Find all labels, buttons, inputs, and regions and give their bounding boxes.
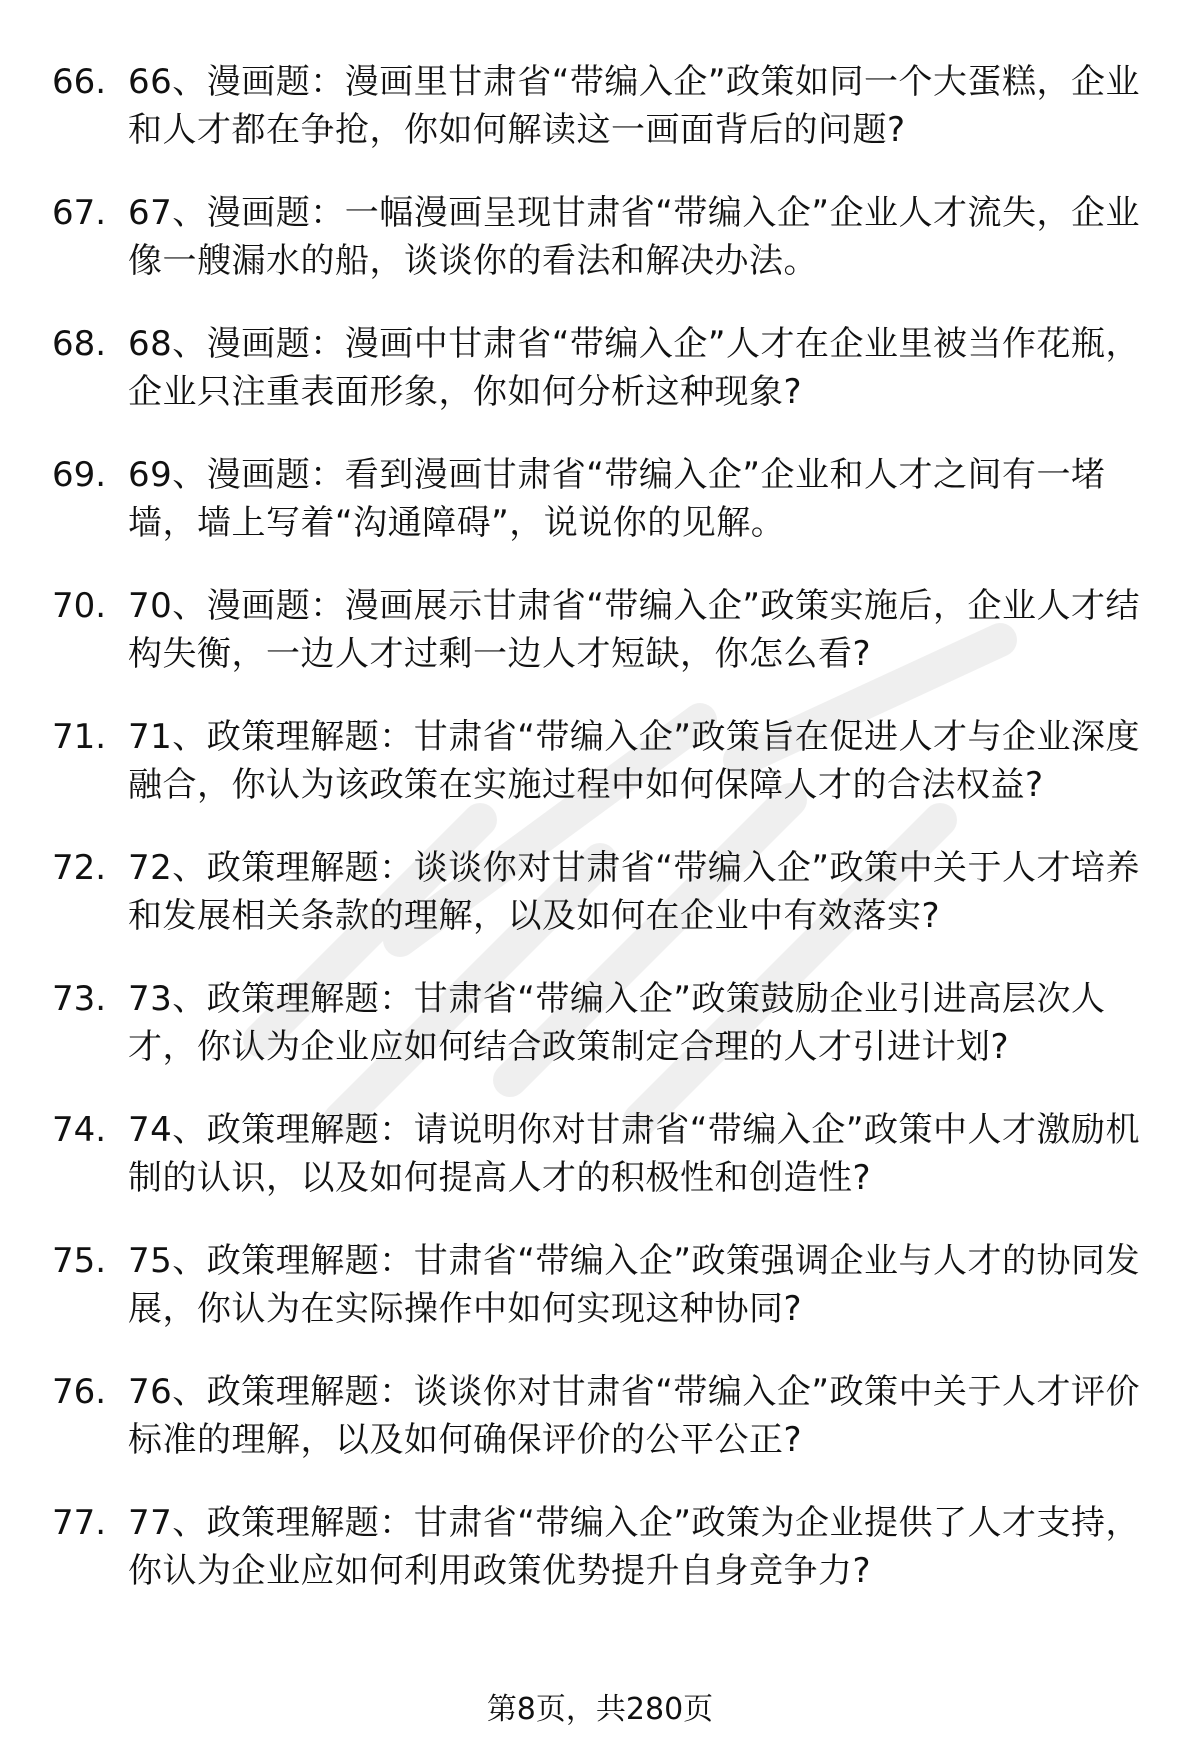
- question-text: 76、政策理解题：谈谈你对甘肃省“带编入企”政策中关于人才评价标准的理解，以及如何确保评价的公平公正?: [128, 1372, 1140, 1460]
- question-number: 68.: [52, 324, 107, 364]
- list-item: [52, 975, 1142, 1071]
- question-text: 77、政策理解题：甘肃省“带编入企”政策为企业提供了人才支持，你认为企业应如何利用政策优势提升自身竞争力?: [128, 1503, 1140, 1591]
- page-counter: 第8页，共280页: [486, 1692, 714, 1727]
- question-text: 74、政策理解题：请说明你对甘肃省“带编入企”政策中人才激励机制的认识，以及如何提高人才的积极性和创造性?: [128, 1110, 1140, 1198]
- list-item: [52, 451, 1142, 547]
- question-text: 70、漫画题：漫画展示甘肃省“带编入企”政策实施后，企业人才结构失衡，一边人才过剩一边人才短缺，你怎么看?: [128, 586, 1140, 674]
- question-number: 73.: [52, 979, 107, 1019]
- question-number: 67.: [52, 193, 107, 233]
- question-number: 69.: [52, 455, 107, 495]
- question-number: 76.: [52, 1372, 107, 1412]
- question-number: 66.: [52, 62, 107, 102]
- list-item: [52, 58, 1142, 154]
- list-item: [52, 582, 1142, 678]
- question-text: 75、政策理解题：甘肃省“带编入企”政策强调企业与人才的协同发展，你认为在实际操作中如何实现这种协同?: [128, 1241, 1140, 1329]
- list-item: [52, 1237, 1142, 1333]
- list-item: [52, 1106, 1142, 1202]
- question-number: 77.: [52, 1503, 107, 1543]
- list-item: [52, 1499, 1142, 1595]
- question-text: 66、漫画题：漫画里甘肃省“带编入企”政策如同一个大蛋糕，企业和人才都在争抢，你如何解读这一画面背后的问题?: [128, 62, 1140, 150]
- list-item: [52, 713, 1142, 809]
- list-item: [52, 1368, 1142, 1464]
- question-text: 73、政策理解题：甘肃省“带编入企”政策鼓励企业引进高层次人才，你认为企业应如何结合政策制定合理的人才引进计划?: [128, 979, 1106, 1067]
- list-item: [52, 320, 1142, 416]
- question-list: [52, 58, 1142, 1630]
- question-text: 72、政策理解题：谈谈你对甘肃省“带编入企”政策中关于人才培养和发展相关条款的理解，以及如何在企业中有效落实?: [128, 848, 1140, 936]
- question-text: 68、漫画题：漫画中甘肃省“带编入企”人才在企业里被当作花瓶，企业只注重表面形象，你如何分析这种现象?: [128, 324, 1140, 412]
- question-number: 74.: [52, 1110, 107, 1150]
- question-number: 75.: [52, 1241, 107, 1281]
- list-item: [52, 844, 1142, 940]
- question-number: 70.: [52, 586, 107, 626]
- page-footer: [0, 1690, 1200, 1730]
- list-item: [52, 189, 1142, 285]
- question-text: 69、漫画题：看到漫画甘肃省“带编入企”企业和人才之间有一堵墙，墙上写着“沟通障碍”，说说你的见解。: [128, 455, 1106, 543]
- question-text: 67、漫画题：一幅漫画呈现甘肃省“带编入企”企业人才流失，企业像一艘漏水的船，谈谈你的看法和解决办法。: [128, 193, 1140, 281]
- question-number: 71.: [52, 717, 107, 757]
- question-number: 72.: [52, 848, 107, 888]
- question-text: 71、政策理解题：甘肃省“带编入企”政策旨在促进人才与企业深度融合，你认为该政策在实施过程中如何保障人才的合法权益?: [128, 717, 1140, 805]
